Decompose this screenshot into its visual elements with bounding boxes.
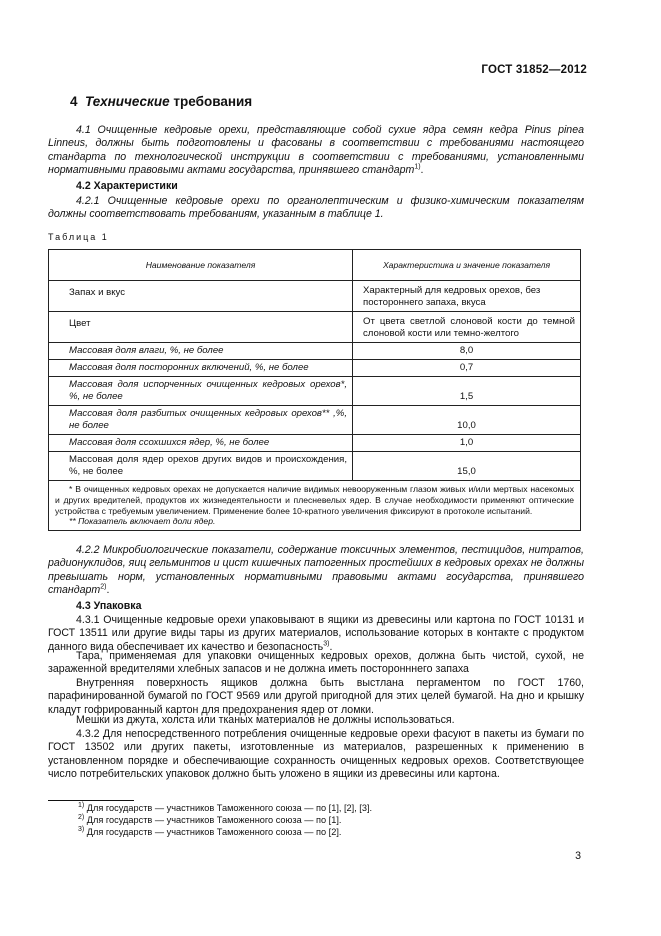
table-cell-value: 1,0	[353, 435, 581, 452]
table-row	[49, 406, 581, 435]
subsection-4-2-heading: 4.2 Характеристики	[76, 180, 178, 192]
paragraph-4-2-1	[48, 195, 584, 222]
footnote-text: Для государств — участников Таможенного союза — по [2].	[86, 827, 342, 837]
table-caption: Таблица 1	[48, 232, 109, 242]
footnote-mark: 3)	[78, 825, 85, 833]
table-header-value: Характеристика и значение показателя	[353, 250, 581, 281]
paragraph-tara: Тара, применяемая для упаковки очищенных кедровых орехов, должна быть чистой, сухой, не зараженной вредителями хлебных запасов и не должна иметь посторонннего запаха	[48, 650, 584, 676]
table-cell-name: Массовая доля разбитых очищенных кедровых орехов** ,%, не более	[49, 406, 353, 435]
section-title-rest: требования	[173, 94, 253, 109]
footnote-ref-1: 1)	[414, 163, 421, 171]
paragraph-inner-surface: Внутренняя поверхность ящиков должна быть выстлана пергаментом по ГОСТ 1760, парафинированной бумагой по ГОСТ 9569 или другой пригодной для этих целей бумагой. На дно и крышку кладут гофрированный картон для предохранения ядер от ломки.	[48, 677, 584, 716]
table-cell-value: 8,0	[353, 343, 581, 360]
paragraph-4-2-2: 4.2.2 Микробиологические показатели, содержание токсичных элементов, пестицидов, нитратов, радионуклидов, яиц гельминтов и цист кишечных патогенных простейших в кедровых орехах не должны превышать норм, установленных нормативными правовыми актами государства, принявшего стандарт$^{2)}$.	[48, 544, 584, 597]
table-row	[49, 343, 581, 360]
table-1	[48, 249, 581, 531]
paragraph-4-3-2: 4.3.2 Для непосредственного потребления очищенные кедровые орехи фасуют в пакеты из бумаги по ГОСТ 13502 или других пакеты, изготовленные из материалов, разрешенных к применению в установленном порядке и обеспечивающие сохранность очищенных кедровых орехов. Соответствующее число потребительских упаковок должно быть уложено в ящики из древесины или картона.	[48, 728, 584, 781]
table-notes-row	[49, 481, 581, 531]
table-cell-name: Массовая доля ссохшихся ядер, %, не более	[49, 435, 353, 452]
footnote-3	[78, 826, 341, 838]
footnote-2	[78, 814, 341, 826]
section-title-italic: Технические	[85, 94, 170, 109]
table-row	[49, 452, 581, 481]
paragraph-4-2-1-text: 4.2.1 Очищенные кедровые орехи по органолептическим и физико-химическим показателям должны соответствовать требованиям, указанным в таблице 1.	[48, 195, 584, 221]
table-cell-value: 1,5	[353, 377, 581, 406]
table-cell-name: Массовая доля ядер орехов других видов и происхождения, %, не более	[49, 452, 353, 481]
subsection-4-3-heading: 4.3 Упаковка	[76, 600, 142, 612]
paragraph-4-3-1-text: 4.3.1 Очищенные кедровые орехи упаковывают в ящики из древесины или картона по ГОСТ 10131 и ГОСТ 13511 или другие виды тары из других материалов, использование которых в контакте с продуктом данного вида обеспечивает их качество и безопасность	[48, 614, 584, 653]
table-cell-name: Массовая доля посторонних включений, %, не более	[49, 360, 353, 377]
table-cell-value: 0,7	[353, 360, 581, 377]
paragraph-4-1-text: 4.1 Очищенные кедровые орехи, представляющие собой сухие ядра семян кедра Pinus pinea Linneus, должны быть подготовлены и фасованы в соответствии с требованиями настоящего стандарта по технологической инструкции в соответствии с требованиями, установленными нормативными правовыми актами государства, принявшего стандарт	[48, 124, 584, 177]
section-number: 4	[70, 94, 78, 109]
table-cell-value: Характерный для кедровых орехов, без постороннего запаха, вкуса	[353, 281, 581, 312]
table-row	[49, 435, 581, 452]
table-note-1: * В очищенных кедровых орехах не допускается наличие видимых невооруженным глазом живых и/или мертвых насекомых и других вредителей, продуктов их жизнедеятельности и плесневелых ядер. В случае необходимости применяют оптические устройства с требуемым увеличением. Применение более 10-кратного увеличения фиксируют в протоколе испытаний.	[55, 484, 574, 516]
paragraph-4-2-2-text: 4.2.2 Микробиологические показатели, содержание токсичных элементов, пестицидов, нитратов, радионуклидов, яиц гельминтов и цист кишечных патогенных простейших в кедровых орехах не должны превышать норм, установленных нормативными правовыми актами государства, принявшего стандарт	[48, 544, 584, 597]
table-cell-name: Цвет	[49, 312, 353, 343]
table-header-name: Наименование показателя	[49, 250, 353, 281]
table-cell-value: 15,0	[353, 452, 581, 481]
table-row	[49, 377, 581, 406]
section-heading	[70, 94, 252, 109]
paragraph-4-1: 4.1 Очищенные кедровые орехи, представляющие собой сухие ядра семян кедра Pinus pinea Linneus, должны быть подготовлены и фасованы в соответствии с требованиями настоящего стандарта по технологической инструкции в соответствии с требованиями, установленными нормативными правовыми актами государства, принявшего стандарт$^{1)}$.	[48, 124, 584, 177]
table-cell-value: 10,0	[353, 406, 581, 435]
standard-header: ГОСТ 31852—2012	[481, 64, 587, 76]
footnote-text: Для государств — участников Таможенного союза — по [1].	[86, 815, 342, 825]
table-cell-value: От цвета светлой слоновой кости до темной слоновой кости или темно-желтого	[353, 312, 581, 343]
table-row	[49, 312, 581, 343]
table-header-row	[49, 250, 581, 281]
table-cell-name: Массовая доля влаги, %, не более	[49, 343, 353, 360]
table-cell-name: Массовая доля испорченных очищенных кедровых орехов*, %, не более	[49, 377, 353, 406]
table-cell-name: Запах и вкус	[49, 281, 353, 312]
footnote-1	[78, 802, 372, 814]
footnote-ref-2: 2)	[100, 583, 107, 591]
table-note-2: ** Показатель включает доли ядер.	[69, 516, 216, 527]
table-row	[49, 360, 581, 377]
footnote-text: Для государств — участников Таможенного союза — по [1], [2], [3].	[86, 803, 373, 813]
footnote-divider	[48, 800, 134, 801]
table-notes	[49, 481, 581, 531]
footnote-ref-3: 3)	[323, 640, 330, 648]
paragraph-bags: Мешки из джута, холста или тканых материалов не должны использоваться.	[76, 714, 455, 726]
footnote-mark: 1)	[78, 801, 85, 809]
footnote-mark: 2)	[78, 813, 85, 821]
table-row	[49, 281, 581, 312]
paragraph-4-3-1: 4.3.1 Очищенные кедровые орехи упаковывают в ящики из древесины или картона по ГОСТ 10131 и ГОСТ 13511 или другие виды тары из других материалов, использование которых в контакте с продуктом данного вида обеспечивает их качество и безопасность$^{3)}$.	[48, 614, 584, 653]
page-number: 3	[575, 850, 581, 862]
